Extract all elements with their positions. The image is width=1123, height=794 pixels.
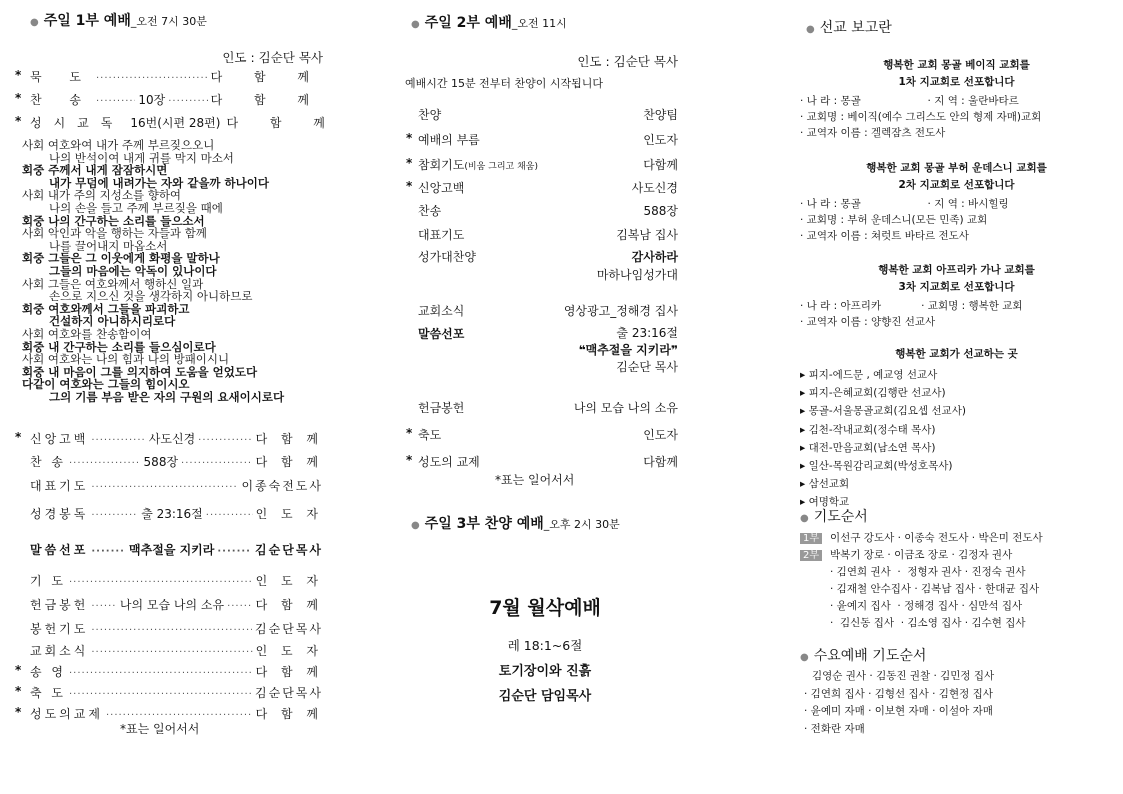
order-item-label: 성도의 교제 xyxy=(418,455,480,469)
reading-line: 나의 손을 들고 주께 부르짖을 때에 xyxy=(49,200,223,215)
leader-dots xyxy=(91,482,238,493)
choir-row xyxy=(418,248,678,284)
sermon-title: ❝맥추절을 지키라❞ xyxy=(578,343,678,357)
order-item xyxy=(418,226,678,243)
order-item xyxy=(30,596,323,613)
mission-info: · 교역자 이름 : 양향진 선교사 xyxy=(800,316,936,328)
reading-line: 회중 그들은 그 이웃에게 화평을 말하나 xyxy=(22,251,220,266)
order-item-label-wrap xyxy=(418,453,480,470)
leader-dots xyxy=(69,458,141,469)
order-item-detail: 맥추절을 지키라 xyxy=(129,543,215,557)
order-item xyxy=(406,131,678,148)
order-item xyxy=(406,156,678,173)
order-item-label-wrap xyxy=(418,106,441,123)
reading-line: 사회 여호와여 내가 주께 부르짖으오니 xyxy=(22,138,215,152)
order-item-label: 찬 송 xyxy=(30,455,66,469)
monthly-sermon: 토기장이와 진흙 xyxy=(498,664,592,679)
star-icon: * xyxy=(15,91,22,105)
choir-name: 마하나임성가대 xyxy=(596,268,678,282)
leader-dots xyxy=(206,510,253,521)
wednesday-prayer-row: · 김연희 집사 · 김형선 집사 · 김현정 집사 xyxy=(804,687,993,700)
mission-place: ▸ 김천-작내교회(정수태 목사) xyxy=(800,423,936,436)
leader-dots xyxy=(96,96,135,107)
service-1-badge: 1부 xyxy=(800,533,822,544)
reading-line: 나의 반석이여 내게 귀를 막지 마소서 xyxy=(49,150,234,165)
leader-dots xyxy=(91,546,126,557)
leader-dots xyxy=(217,546,252,557)
standing-note: *표는 일어서서 xyxy=(495,473,575,487)
mission-heading: 2차 지교회로 선포합니다 xyxy=(898,179,1015,191)
order-item xyxy=(30,505,323,522)
order-item xyxy=(30,541,323,558)
order-item xyxy=(418,106,678,123)
prayer-service-1 xyxy=(800,529,1043,545)
order-item-label-wrap xyxy=(418,131,480,148)
order-item-label: 봉헌기도 xyxy=(30,622,89,636)
order-item xyxy=(406,453,678,470)
leader-dots xyxy=(168,96,207,107)
service-1-leader: 인도 : 김순단 목사 xyxy=(222,50,323,65)
reading-line: 손으로 지으신 것을 생각하지 아니하므로 xyxy=(49,289,253,304)
prayer-title: 기도순서 xyxy=(813,509,868,525)
sermon-reference: 출 23:16절 xyxy=(616,326,678,340)
prayer-header xyxy=(800,506,868,526)
order-item-label: 찬 송 xyxy=(30,93,93,107)
order-item-leader: 다 함 께 xyxy=(210,70,323,84)
leader-dots xyxy=(91,647,252,658)
mission-info: · 나 라 : 몽골 · 지 역 : 바시힐링 xyxy=(800,198,1009,210)
prayer-service-2 xyxy=(800,546,1012,562)
star-icon: * xyxy=(15,114,22,128)
order-item-label-wrap xyxy=(418,179,464,196)
order-item-leader: 김순단목사 xyxy=(255,543,324,557)
service-2-header xyxy=(411,12,567,32)
mission-heading: 1차 지교회로 선포합니다 xyxy=(898,76,1015,88)
reading-line: 내가 무덤에 내려가는 자와 같을까 하나이다 xyxy=(49,175,269,190)
order-item-label: 성경봉독 xyxy=(30,507,89,521)
star-icon: * xyxy=(15,684,22,698)
monthly-service-title: 7월 월삭예배 xyxy=(489,597,601,619)
mission-heading: 행복한 교회 아프리카 가나 교회를 xyxy=(878,264,1035,276)
service-1-time: _오전 7시 30분 xyxy=(130,15,207,28)
service-2-leader: 인도 : 김순단 목사 xyxy=(577,54,678,69)
order-item-detail: 10장 xyxy=(138,93,166,107)
service-2-badge: 2부 xyxy=(800,550,822,561)
order-item-leader: 김복남 집사 xyxy=(616,228,678,242)
order-item xyxy=(418,302,678,319)
order-item-label: 대표기도 xyxy=(30,479,89,493)
leader-dots xyxy=(91,601,117,612)
order-item-detail: 출 23:16절 xyxy=(141,507,203,521)
order-item-label-wrap xyxy=(418,399,464,416)
order-item-leader: 인도자 xyxy=(643,428,678,442)
order-item xyxy=(15,91,323,108)
order-item-label-wrap xyxy=(418,426,441,443)
bullet-icon: ● xyxy=(30,17,39,28)
standing-note: *표는 일어서서 xyxy=(120,722,200,736)
order-item-leader: 다 함 께 xyxy=(255,455,323,469)
order-item xyxy=(30,477,323,494)
leader-dots xyxy=(198,435,252,446)
order-item-label: 교회소식 xyxy=(30,644,89,658)
order-item xyxy=(406,426,678,443)
order-item-label: 찬송 xyxy=(418,204,442,218)
mission-place: ▸ 피지-은혜교회(김행란 선교사) xyxy=(800,387,946,400)
order-item-label: 헌금봉헌 xyxy=(418,401,465,415)
leader-dots xyxy=(91,510,138,521)
order-item-label: 송 영 xyxy=(30,665,66,679)
mission-info: · 교회명 : 부허 운데스니(모든 민족) 교회 xyxy=(800,214,988,226)
reading-line: 회중 주께서 내게 잠잠하시면 xyxy=(22,163,168,178)
reading-line: 사회 여호와는 나의 힘과 나의 방패이시니 xyxy=(22,352,230,367)
order-item xyxy=(406,179,678,196)
order-item-leader: 다 함 께 xyxy=(255,432,323,446)
order-item-leader: 인 도 자 xyxy=(255,507,323,521)
order-item xyxy=(15,684,323,701)
mission-heading: 3차 지교회로 선포합니다 xyxy=(898,281,1015,293)
service-1-title: 주일 1부 예배 xyxy=(43,13,131,29)
prayer-service-1-names: 이선구 강도사 · 이종숙 전도사 · 박은미 전도사 xyxy=(830,532,1043,544)
leader-dots xyxy=(181,458,253,469)
bullet-icon: ● xyxy=(800,513,809,524)
reading-line: 다같이 여호와는 그들의 힘이시오 xyxy=(22,377,190,392)
mission-heading: 행복한 교회 몽골 베이직 교회를 xyxy=(883,59,1030,71)
order-item-leader: 다 함 께 xyxy=(255,707,323,721)
order-item-label-wrap xyxy=(418,302,464,319)
star-icon: * xyxy=(406,131,413,145)
reading-line: 건설하지 아니하시리로다 xyxy=(49,314,176,329)
order-item-leader: 김순단목사 xyxy=(255,686,323,700)
order-item-label: 교회소식 xyxy=(418,304,465,318)
order-item-label: 예배의 부름 xyxy=(418,133,480,147)
reading-line: 그의 기름 부음 받은 자의 구원의 요새이시로다 xyxy=(49,389,285,404)
star-icon: * xyxy=(406,426,413,440)
leader-dots xyxy=(69,689,252,700)
order-item-label-wrap xyxy=(418,156,538,173)
prayer-row: · 김연희 권사 · 정형자 권사 · 진정숙 권사 xyxy=(830,566,1026,578)
order-item-detail: 16번(시편 28편) xyxy=(130,116,221,130)
leader-dots xyxy=(227,601,253,612)
order-item-label: 신앙고백 xyxy=(30,432,89,446)
wednesday-prayer-header xyxy=(800,645,926,665)
order-item xyxy=(15,663,323,680)
order-item-leader: 다함께 xyxy=(643,158,678,172)
order-item xyxy=(418,202,678,219)
sermon-pastor: 김순단 목사 xyxy=(616,360,678,374)
star-icon: * xyxy=(406,453,413,467)
order-item-label: 헌금봉헌 xyxy=(30,598,89,612)
order-item xyxy=(30,453,323,470)
mission-place: ▸ 대전-만음교회(남소연 목사) xyxy=(800,441,936,454)
wednesday-prayer-row: · 윤예미 자매 · 이보현 자매 · 이설아 자매 xyxy=(804,705,993,717)
order-item-label: 기 도 xyxy=(30,574,66,588)
star-icon: * xyxy=(406,179,413,193)
mission-place: ▸ 피지-에드문 , 예교영 선교사 xyxy=(800,369,938,381)
order-item-note: (비움 그리고 채움) xyxy=(464,162,538,172)
mission-header xyxy=(806,17,892,37)
monthly-pastor: 김순단 담임목사 xyxy=(498,689,592,704)
reading-line: 회중 나의 간구하는 소리를 들으소서 xyxy=(22,213,205,228)
order-item-detail: 588장 xyxy=(143,455,179,469)
reading-line: 회중 내 마음이 그를 의지하여 도움을 얻었도다 xyxy=(22,364,258,379)
star-icon: * xyxy=(15,430,22,444)
order-item-label: 대표기도 xyxy=(418,228,465,242)
order-item-detail: 나의 모습 나의 소유 xyxy=(119,598,225,612)
order-item-leader: 사도신경 xyxy=(631,181,678,195)
order-item-detail: 사도신경 xyxy=(148,432,196,446)
prayer-service-2-names: 박복기 장로 · 이금조 장로 · 김정자 권사 xyxy=(830,549,1013,561)
wednesday-prayer-title: 수요예배 기도순서 xyxy=(813,648,927,664)
service-3-time: _오후 2시 30분 xyxy=(543,518,620,531)
leader-dots xyxy=(96,73,208,84)
mission-info: · 나 라 : 몽골 · 지 역 : 울란바타르 xyxy=(800,95,1019,107)
mission-place: ▸ 삼선교회 xyxy=(800,478,850,491)
sermon-row xyxy=(418,325,678,376)
reading-line: 사회 악인과 악을 행하는 자들과 함께 xyxy=(22,226,207,241)
service-1-header xyxy=(30,10,207,30)
mission-heading: 행복한 교회 몽골 부허 운데스니 교회를 xyxy=(866,162,1047,174)
mission-place: ▸ 일산-목원감리교회(박성호목사) xyxy=(800,460,953,472)
order-item-leader: 다 함 께 xyxy=(210,93,323,107)
order-item xyxy=(30,642,323,659)
order-item xyxy=(15,68,323,85)
order-item xyxy=(15,430,323,447)
order-item-label: 참회기도 xyxy=(418,158,465,172)
mission-places-heading: 행복한 교회가 선교하는 곳 xyxy=(895,348,1018,360)
order-item-label: 묵 도 xyxy=(30,70,93,84)
leader-dots xyxy=(91,435,145,446)
order-item-leader: 다 함 께 xyxy=(255,598,323,612)
service-3-header xyxy=(411,513,620,533)
reading-line: 나를 끌어내지 마옵소서 xyxy=(49,238,168,253)
reading-line: 사회 그들은 여호와께서 행하신 일과 xyxy=(22,276,204,291)
order-item-label: 찬양 xyxy=(418,108,442,122)
service-2-title: 주일 2부 예배 xyxy=(424,15,512,31)
order-item xyxy=(30,572,323,589)
order-item-leader: 김순단목사 xyxy=(255,622,323,636)
order-item xyxy=(30,620,323,637)
order-item-leader: 인 도 자 xyxy=(255,574,323,588)
bullet-icon: ● xyxy=(806,24,815,35)
star-icon: * xyxy=(15,68,22,82)
order-item-leader: 이종숙전도사 xyxy=(241,479,323,493)
star-icon: * xyxy=(15,663,22,677)
wednesday-prayer-row: · 전화란 자매 xyxy=(804,722,865,735)
leader-dots xyxy=(91,625,252,636)
monthly-reference: 레 18:1~6절 xyxy=(507,638,583,653)
mission-info: · 교역자 이름 : 겔렉잠츠 전도사 xyxy=(800,127,946,139)
bullet-icon: ● xyxy=(411,19,420,30)
order-item-leader: 인도자 xyxy=(643,133,678,147)
choir-song: 감사하라 xyxy=(631,250,678,264)
reading-line: 회중 여호와께서 그들을 파괴하고 xyxy=(22,301,190,316)
prayer-row: · 윤예지 집사 · 정해경 집사 · 심만석 집사 xyxy=(830,600,1023,612)
order-item-label: 축 도 xyxy=(30,686,66,700)
service-2-intro: 예배시간 15분 전부터 찬양이 시작됩니다 xyxy=(405,77,603,90)
service-3-title: 주일 3부 찬양 예배 xyxy=(424,516,544,532)
reading-line: 회중 내 간구하는 소리를 들으심이로다 xyxy=(22,339,216,354)
order-item-leader: 588장 xyxy=(643,204,678,218)
order-item-leader: 나의 모습 나의 소유 xyxy=(573,401,678,415)
leader-dots xyxy=(69,577,253,588)
order-item-leader: 다함께 xyxy=(643,455,678,469)
responsive-reading xyxy=(22,139,284,403)
order-item-leader: 다 함 께 xyxy=(226,116,339,130)
service-2-time: _오전 11시 xyxy=(511,17,567,30)
order-item-leader: 찬양팀 xyxy=(643,108,678,122)
choir-label: 성가대찬양 xyxy=(418,250,476,264)
reading-line: 사회 내가 주의 지성소를 향하여 xyxy=(22,188,182,203)
wednesday-prayer-row: 김영순 권사 · 김동진 권찰 · 김민정 집사 xyxy=(812,670,995,682)
mission-info: · 나 라 : 아프리카 · 교회명 : 행복한 교회 xyxy=(800,300,1023,312)
order-item-label: 말씀선포 xyxy=(30,543,89,557)
order-item xyxy=(418,399,678,416)
order-item-leader: 인 도 자 xyxy=(255,644,323,658)
bullet-icon: ● xyxy=(411,520,420,531)
star-icon: * xyxy=(15,705,22,719)
order-item-leader: 영상광고_정해경 집사 xyxy=(563,304,678,318)
order-item-label: 축도 xyxy=(418,428,442,442)
leader-dots xyxy=(69,668,253,679)
order-item-label-wrap xyxy=(418,202,441,219)
order-item-leader: 다 함 께 xyxy=(255,665,323,679)
bullet-icon: ● xyxy=(800,652,809,663)
order-item-label: 성시교독 xyxy=(30,116,125,130)
prayer-row: · 김재철 안수집사 · 김복남 집사 · 한대균 집사 xyxy=(830,583,1040,595)
mission-place: ▸ 여명학교 xyxy=(800,496,850,509)
star-icon: * xyxy=(406,156,413,170)
mission-title: 선교 보고란 xyxy=(819,20,892,36)
order-item-label: 성도의교제 xyxy=(30,707,103,721)
mission-info: · 교역자 이름 : 쳐럿트 바타르 전도사 xyxy=(800,230,969,242)
order-item-label-wrap xyxy=(418,226,464,243)
mission-place: ▸ 몽골-서울몽골교회(김요셉 선교사) xyxy=(800,405,966,418)
reading-line: 그들의 마음에는 악독이 있나이다 xyxy=(49,263,217,278)
sermon-label: 말씀선포 xyxy=(418,327,465,341)
order-item xyxy=(15,114,339,131)
prayer-row: · 김신동 집사 · 김소영 집사 · 김수현 집사 xyxy=(830,617,1026,629)
order-item-label: 신앙고백 xyxy=(418,181,465,195)
reading-line: 사회 여호와를 찬송함이여 xyxy=(22,326,152,341)
mission-info: · 교회명 : 베이직(예수 그리스도 안의 형제 자매)교회 xyxy=(800,111,1042,123)
